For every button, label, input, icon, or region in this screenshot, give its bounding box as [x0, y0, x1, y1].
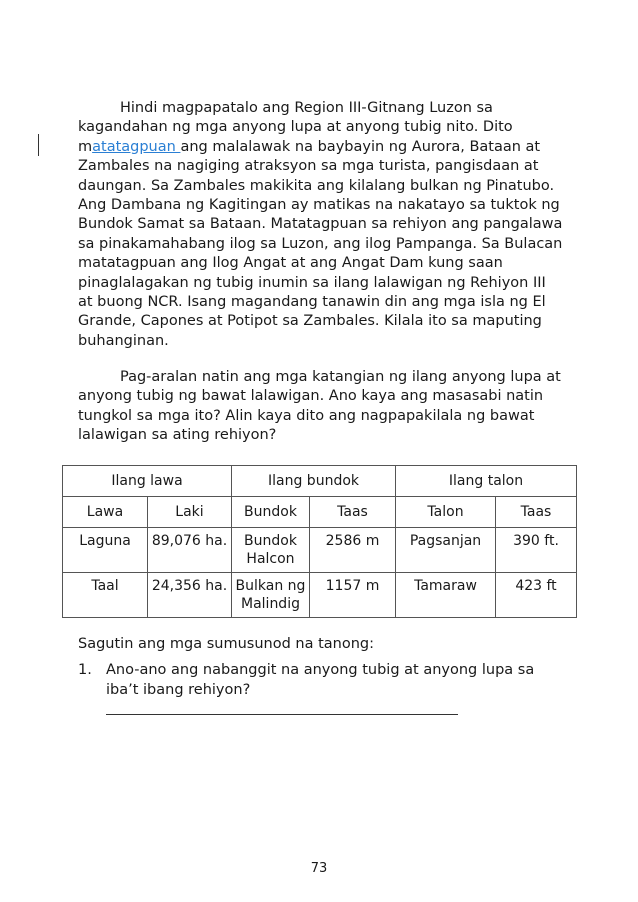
- table-cell: 390 ft.: [496, 528, 577, 573]
- column-header: Taas: [496, 497, 577, 528]
- table-cell: Bundok Halcon: [232, 528, 310, 573]
- table-cell: Pagsanjan: [396, 528, 496, 573]
- questions-section: [78, 634, 568, 715]
- table-cell: Laguna: [63, 528, 148, 573]
- column-header: Lawa: [63, 497, 148, 528]
- table-cell: 1157 m: [310, 573, 396, 618]
- group-header-bundok: Ilang bundok: [232, 466, 396, 497]
- column-header: Bundok: [232, 497, 310, 528]
- answer-line[interactable]: [106, 702, 458, 715]
- instruction-paragraph: [78, 368, 564, 446]
- margin-bar: [38, 134, 39, 156]
- landforms-table: [62, 465, 577, 618]
- table-cell: 89,076 ha.: [148, 528, 232, 573]
- table-cell: 2586 m: [310, 528, 396, 573]
- group-header-row: [63, 466, 577, 497]
- question-text: Ano-ano ang nabanggit na anyong tubig at anyong lupa sa iba’t ibang rehiyon?: [106, 662, 535, 698]
- table-row: [63, 528, 577, 573]
- column-header-row: [63, 497, 577, 528]
- questions-prompt: Sagutin ang mga sumusunod na tanong:: [78, 636, 374, 652]
- table-cell: Taal: [63, 573, 148, 618]
- table-cell: 24,356 ha.: [148, 573, 232, 618]
- table-row: [63, 573, 577, 618]
- group-header-lawa: Ilang lawa: [63, 466, 232, 497]
- question-item: [78, 660, 568, 700]
- table-cell: Tamaraw: [396, 573, 496, 618]
- table-cell: Bulkan ng Malindig: [232, 573, 310, 618]
- intro-text-lead: Hindi magpapatalo ang Region III-Gitnang Luzon sa kagandahan ng mga anyong lupa at anyong tubig nito. Dito m: [78, 100, 513, 155]
- hyperlink-word[interactable]: atatagpuan: [92, 138, 181, 155]
- intro-paragraph: [78, 99, 564, 351]
- column-header: Laki: [148, 497, 232, 528]
- group-header-talon: Ilang talon: [396, 466, 577, 497]
- question-number: 1.: [78, 662, 92, 678]
- column-header: Taas: [310, 497, 396, 528]
- instruction-text: Pag-aralan natin ang mga katangian ng ilang anyong lupa at anyong tubig ng bawat lalawigan. Ano kaya ang masasabi natin tungkol sa mga ito? Alin kaya dito ang nagpapakilala ng bawat lalawigan sa ating rehiyon?: [78, 369, 561, 444]
- page-number: 73: [310, 861, 328, 876]
- intro-text-rest: ang malalawak na baybayin ng Aurora, Bataan at Zambales na nagiging atraksyon sa mga turista, pangisdaan at daungan. Sa Zambales makikita ang kilalang bulkan ng Pinatubo. Ang Dambana ng Kagitingan ay matikas na nakatayo sa tuktok ng Bundok Samat sa Bataan. Matatagpuan sa rehiyon ang pangalawa sa pinakamahabang ilog sa Luzon, ang ilog Pampanga. Sa Bulacan matatagpuan ang Ilog Angat at ang Angat Dam kung saan pinaglalagakan ng tubig inumin sa ilang lalawigan ng Rehiyon III at buong NCR. Isang magandang tanawin din ang mga isla ng El Grande, Capones at Potipot sa Zambales. Kilala ito sa maputing buhanginan.: [78, 138, 563, 349]
- column-header: Talon: [396, 497, 496, 528]
- table-cell: 423 ft: [496, 573, 577, 618]
